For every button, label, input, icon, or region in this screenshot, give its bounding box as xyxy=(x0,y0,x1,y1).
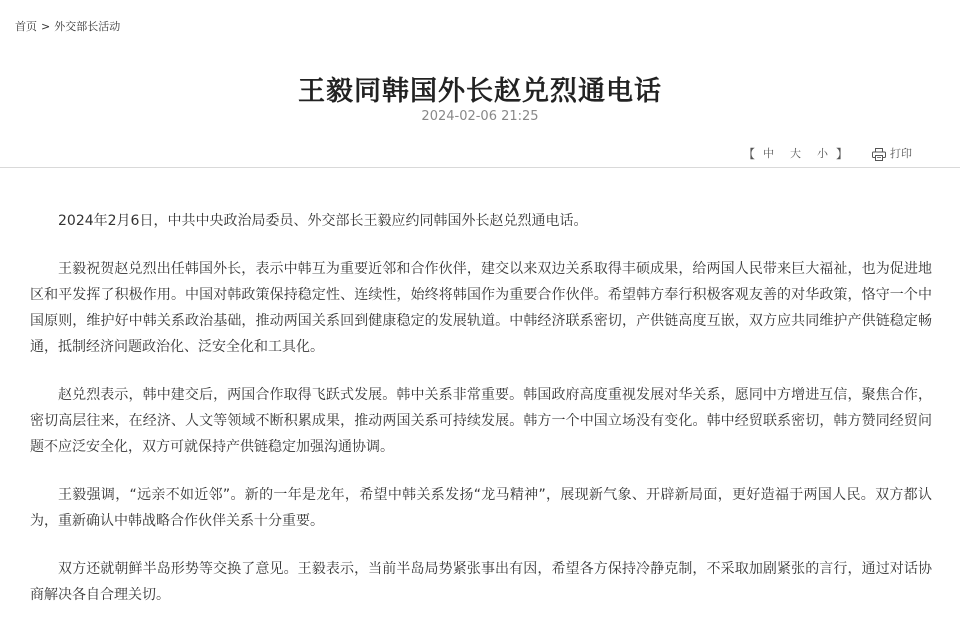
breadcrumb-separator: > xyxy=(41,20,51,33)
article-paragraph: 赵兑烈表示，韩中建交后，两国合作取得飞跃式发展。韩中关系非常重要。韩国政府高度重视发展对华关系，愿同中方增进互信，聚焦合作，密切高层往来，在经济、人文等领域不断积累成果，推动两国关系可持续发展。韩方一个中国立场没有变化。韩中经贸联系密切，韩方赞同经贸问题不应泛安全化，双方可就保持产供链稳定加强沟通协调。 xyxy=(30,387,932,455)
publish-date: 2024-02-06 21:25 xyxy=(421,109,539,124)
font-size-switcher xyxy=(743,145,848,163)
bracket-open: 【 xyxy=(742,147,755,161)
breadcrumb-home-link[interactable]: 首页 xyxy=(15,20,37,33)
bracket-close: 】 xyxy=(835,147,848,161)
article-toolbar xyxy=(743,145,912,163)
header-divider xyxy=(0,167,960,168)
breadcrumb xyxy=(15,20,120,34)
printer-icon xyxy=(872,148,886,161)
breadcrumb-section-link[interactable]: 外交部长活动 xyxy=(54,20,121,33)
font-size-large-button[interactable]: 中 xyxy=(762,147,774,160)
article-paragraph: 王毅强调，“远亲不如近邻”。新的一年是龙年，希望中韩关系发扬“龙马精神”，展现新气象、开辟新局面，更好造福于两国人民。双方都认为，重新确认中韩战略合作伙伴关系十分重要。 xyxy=(30,487,932,529)
font-size-small-button[interactable]: 小 xyxy=(816,147,828,160)
article-paragraph: 王毅祝贺赵兑烈出任韩国外长，表示中韩互为重要近邻和合作伙伴，建交以来双边关系取得丰硕成果，给两国人民带来巨大福祉，也为促进地区和平发挥了积极作用。中国对韩政策保持稳定性、连续性，始终将韩国作为重要合作伙伴。希望韩方奉行积极客观友善的对华政策，恪守一个中国原则，维护好中韩关系政治基础，推动两国关系回到健康稳定的发展轨道。中韩经济联系密切，产供链高度互嵌，双方应共同维护产供链稳定畅通，抵制经济问题政治化、泛安全化和工具化。 xyxy=(30,261,932,355)
print-button[interactable] xyxy=(872,145,912,163)
article-title: 王毅同韩国外长赵兑烈通电话 xyxy=(298,76,662,108)
article-paragraph: 双方还就朝鲜半岛形势等交换了意见。王毅表示，当前半岛局势紧张事出有因，希望各方保持冷静克制，不采取加剧紧张的言行，通过对话协商解决各自合理关切。 xyxy=(30,561,932,603)
article-paragraph: 2024年2月6日，中共中央政治局委员、外交部长王毅应约同韩国外长赵兑烈通电话。 xyxy=(58,213,588,229)
print-label: 打印 xyxy=(890,147,912,160)
font-size-medium-button[interactable]: 大 xyxy=(789,147,801,160)
article-body xyxy=(30,208,932,630)
